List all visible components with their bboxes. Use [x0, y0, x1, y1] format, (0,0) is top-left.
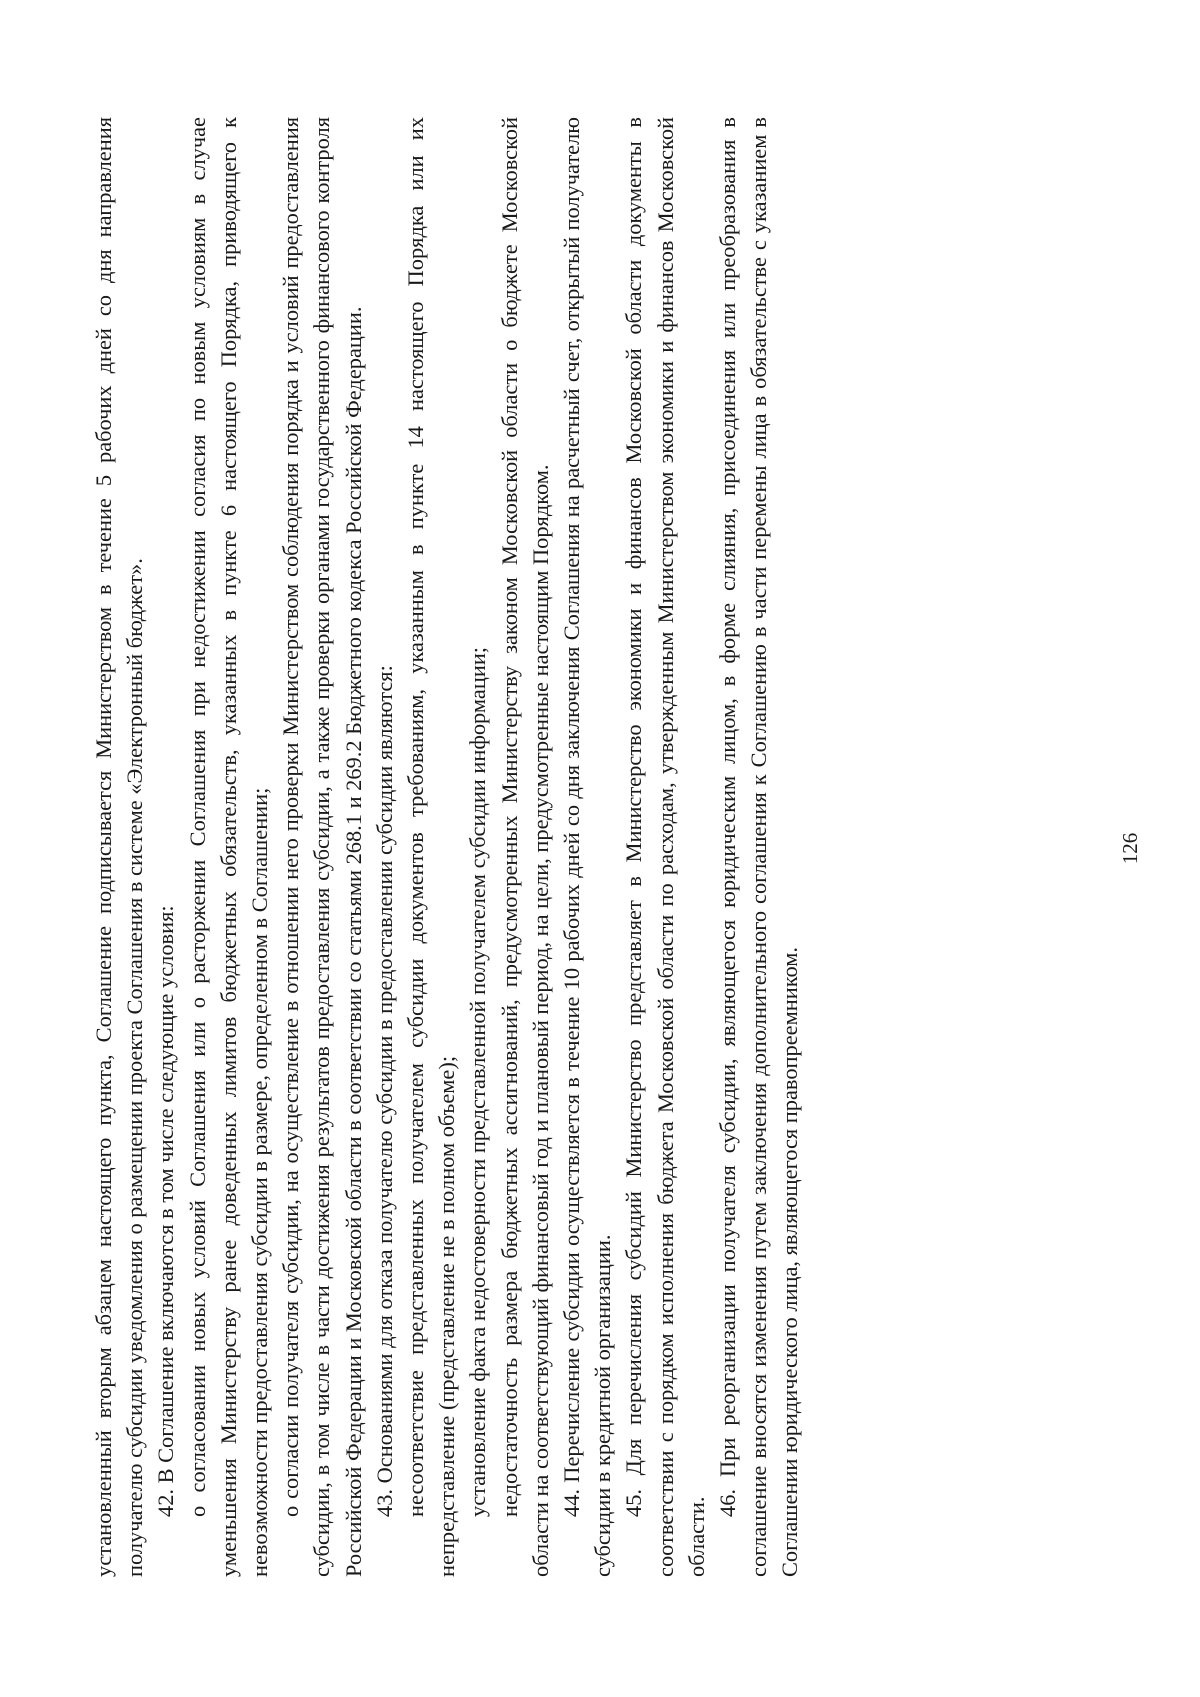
paragraph: недостаточность размера бюджетных ассигнований, предусмотренных Министерству законом Московской области о бюджете Московской области на соответствующий финансовый год и плановый период, на цели, предусмотренные настоящим Порядком. [496, 117, 553, 1577]
paragraph: 46. При реорганизации получателя субсидии, являющегося юридическим лицом, в форме слияния, присоединения или преобразования в соглашение вносятся изменения путем заключения дополнительного соглашения к Соглашению в части перемены лица в обязательстве с указанием в Соглашении юридического лица, являющегося правопреемником. [715, 117, 803, 1577]
paragraph: 44. Перечисление субсидии осуществляется в течение 10 рабочих дней со дня заключения Соглашения на расчетный счет, открытый получателю субсидии в кредитной организации. [559, 117, 616, 1577]
paragraph: о согласии получателя субсидии, на осуществление в отношении него проверки Министерством соблюдения порядка и условий предоставления субсидии, в том числе в части достижения результатов предоставления субсидии, а также проверки органами государственного финансового контроля Российской Федерации и Московской области в соответствии со статьями 268.1 и 269.2 Бюджетного кодекса Российской Федерации. [278, 117, 366, 1577]
paragraph: несоответствие представленных получателем субсидии документов требованиям, указанным в пункте 14 настоящего Порядка или их непредставление (представление не в полном объеме); [403, 117, 460, 1577]
paragraph: установление факта недостоверности представленной получателем субсидии информации; [465, 646, 491, 1517]
paragraph: установленный вторым абзацем настоящего пункта, Соглашение подписывается Министерством в течение 5 рабочих дней со дня направления получателю субсидии уведомления о размещении проекта Соглашения в системе «Электронный бюджет». [91, 117, 148, 1577]
paragraph: 45. Для перечисления субсидий Министерство представляет в Министерство экономики и финансов Московской области документы в соответствии с порядком исполнения бюджета Московской области по расходам, утвержденным Министерством экономики и финансов Московской области. [621, 117, 709, 1577]
page-number: 126 [1118, 832, 1142, 865]
paragraph: 42. В Соглашение включаются в том числе следующие условия: [153, 905, 179, 1517]
document-body [88, 117, 806, 1577]
paragraph: 43. Основаниями для отказа получателю субсидии в предоставлении субсидии являются: [371, 665, 397, 1517]
paragraph: о согласовании новых условий Соглашения или о расторжении Соглашения при недостижении согласия по новым условиям в случае уменьшения Министерству ранее доведенных лимитов бюджетных обязательств, указанных в пункте 6 настоящего Порядка, приводящего к невозможности предоставления субсидии в размере, определенном в Соглашении; [184, 117, 273, 1577]
